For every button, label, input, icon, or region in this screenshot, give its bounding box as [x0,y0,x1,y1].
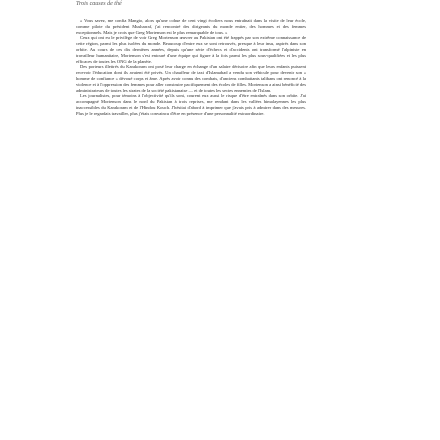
paragraph: Des porteurs illettrés du Karakoram ont posé leur charge en échange d'un salaire dérisoire afin que leurs enfants puissent recevoir l'éducation dont ils avaient été privés. Un chauffeur de taxi d'Islamabad a vendu son véhicule pour devenir son « homme de confiance » dévoué corps et âme. Après avoir connu des combats, d'anciens combattants talibans ont renoncé à la violence et à l'oppression des femmes pour aller construire pacifiquement des écoles de filles. Mortenson a ainsi bénéficié des administrateurs de toutes les strates de la société pakistanaise — et de toutes les sectes ennemies de l'Islam. [76,64,306,93]
body-text [76,18,306,117]
paragraph: « Vous savez, me confia Mangio, alors qu'une cohue de cent vingt écoliers nous entraînait dans la visite de leur école, comme pilote du président Musharraf, j'ai rencontré des dirigeants du monde entier, des hommes et des femmes exceptionnels. Mais je crois que Greg Mortenson est le plus remarquable de tous. » [76,18,306,35]
paragraph: Les journalistes, pour témoins à l'objectivité qu'ils sont, courent eux aussi le risque d'être entraînés dans son orbite. J'ai accompagné Mortenson dans le nord du Pakistan à trois reprises, me rendant dans les vallées himalayennes les plus inaccessibles du Karakoram et de l'Hindou Kouch. J'hésitai d'abord à imprimer que j'avais pris à admirer dans des mesures. Plus je le regardais travailler, plus j'étais convaincu d'être en présence d'une personnalité extraordinaire. [76,93,306,116]
running-title: Trois causes de thé [76,1,122,7]
paragraph: Ceux qui ont eu le privilège de voir Greg Mortenson œuvrer au Pakistan ont été frappés par son extrême connaissance de cette région, parmi les plus isolées du monde. Beaucoup d'entre eux se sont retrouvés, presque à leur insu, aspirés dans son orbite. Au cours de ces dix dernières années, depuis qu'une série d'échecs et d'accidents ont transformé l'alpiniste en travailleur humanitaire, Mortenson s'est entouré d'une équipe qui figure à la fois parmi les plus sous-qualifiées et les plus efficaces de toutes les ONG de la planète. [76,35,306,64]
